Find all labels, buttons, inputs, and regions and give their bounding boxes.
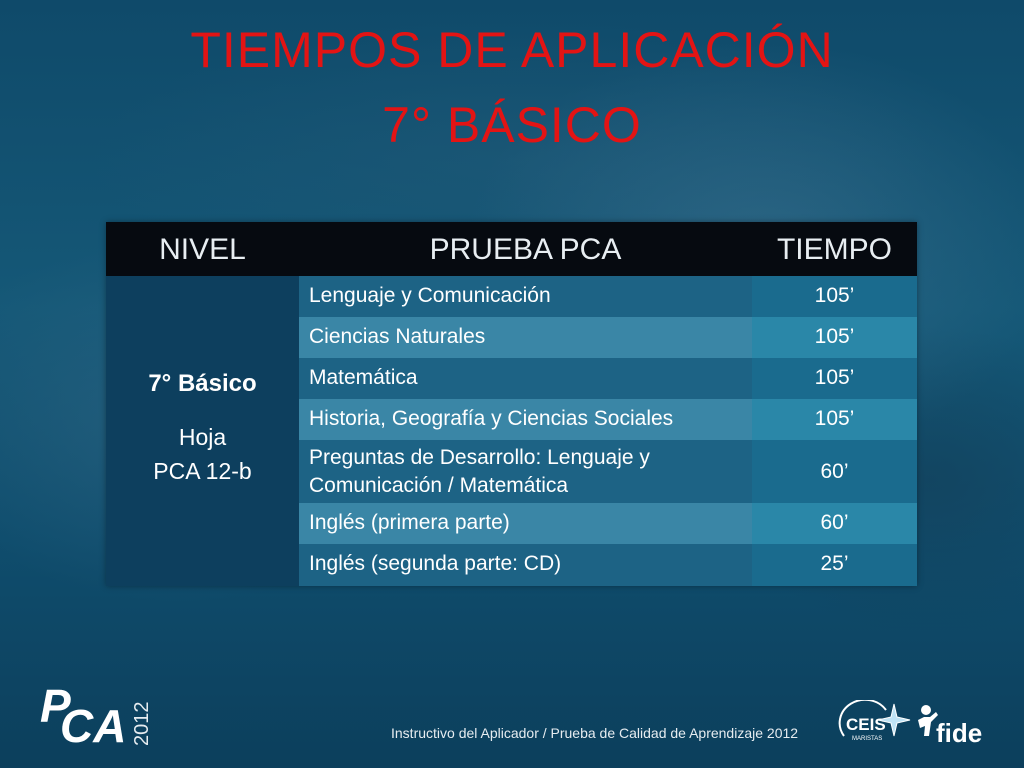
row-subject-cell [299, 503, 752, 544]
header-tiempo: TIEMPO [776, 233, 892, 266]
table-row [299, 276, 917, 317]
row-time-cell [752, 358, 917, 399]
nivel-label: 7° Básico [148, 370, 257, 397]
pca-year-text: 2012 [131, 701, 153, 746]
pca-logo-ca: CA [60, 700, 127, 746]
row-time-cell [752, 440, 917, 503]
table-row [299, 503, 917, 544]
row-subject: Inglés (primera parte) [309, 511, 510, 534]
pca-year [128, 684, 154, 748]
nivel-hoja-line2: PCA 12-b [153, 458, 252, 484]
row-subject-cell [299, 399, 752, 440]
ceis-logo [836, 700, 914, 750]
table-row [299, 544, 917, 586]
row-time: 105’ [814, 366, 855, 389]
slide-title-line1: TIEMPOS DE APLICACIÓN [190, 22, 834, 78]
row-time: 60’ [820, 460, 849, 483]
row-time-cell [752, 544, 917, 586]
row-subject-line1: Preguntas de Desarrollo: Lenguaje y [309, 446, 650, 469]
row-subject: Inglés (segunda parte: CD) [309, 552, 562, 575]
row-subject-cell [299, 440, 752, 503]
ceis-logo-text: CEIS [846, 715, 886, 734]
row-subject-cell [299, 317, 752, 358]
row-time: 25’ [820, 552, 849, 575]
slide-title-line2: 7° BÁSICO [382, 97, 642, 153]
nivel-hoja-line1: Hoja [178, 424, 227, 450]
fide-figure-head-icon [921, 705, 931, 715]
row-time-cell [752, 276, 917, 317]
fide-figure-icon [918, 712, 938, 736]
row-subject: Historia, Geografía y Ciencias Sociales [309, 407, 674, 430]
row-time-cell [752, 399, 917, 440]
row-subject: Lenguaje y Comunicación [309, 284, 551, 307]
row-subject-cell [299, 276, 752, 317]
ceis-logo-sub: MARISTAS [852, 736, 883, 742]
row-time-cell [752, 503, 917, 544]
header-prueba: PRUEBA PCA [429, 233, 622, 266]
row-time-cell [752, 317, 917, 358]
row-subject-cell [299, 358, 752, 399]
row-subject-cell [299, 544, 752, 586]
fide-logo-text: fide [936, 718, 983, 748]
row-time: 105’ [814, 325, 855, 348]
table-row [299, 399, 917, 440]
fide-logo [914, 702, 998, 748]
table-row [299, 358, 917, 399]
row-time: 60’ [820, 511, 849, 534]
row-time: 105’ [814, 284, 855, 307]
header-nivel: NIVEL [159, 233, 246, 266]
row-subject: Matemática [309, 366, 418, 389]
table-header [106, 222, 917, 276]
table-row [299, 440, 917, 503]
table-row [299, 317, 917, 358]
pca-logo [38, 678, 128, 746]
pca-logo-p: P [40, 680, 71, 732]
nivel-cell [106, 276, 299, 586]
footer-text: Instructivo del Aplicador / Prueba de Calidad de Aprendizaje 2012 [391, 725, 799, 741]
row-subject: Ciencias Naturales [309, 325, 486, 348]
row-subject-line2: Comunicación / Matemática [309, 474, 569, 497]
times-table [106, 222, 917, 586]
row-time: 105’ [814, 407, 855, 430]
